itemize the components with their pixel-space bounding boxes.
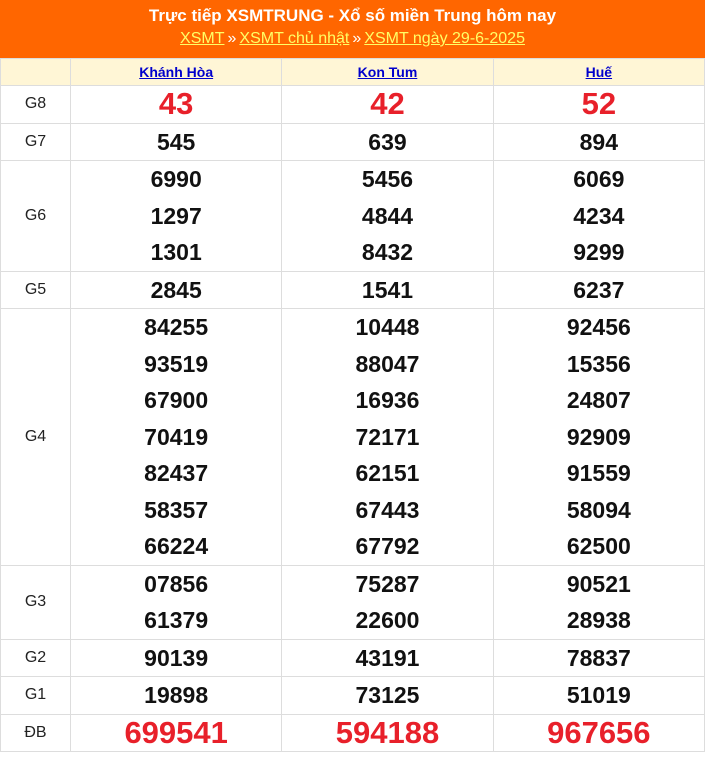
result-number: 1541 — [361, 276, 414, 303]
result-number: 42 — [370, 86, 405, 121]
result-number: 88047 — [355, 350, 420, 377]
result-number: 5456 — [361, 166, 414, 192]
result-cell — [493, 161, 704, 272]
result-number: 82437 — [144, 460, 209, 486]
result-number: 91559 — [566, 460, 631, 486]
result-number: 67792 — [355, 533, 420, 559]
special-prize-number: 699541 — [124, 714, 228, 750]
result-number: 894 — [579, 128, 619, 155]
result-number: 52 — [581, 86, 617, 121]
result-number: 1297 — [150, 202, 202, 229]
result-number: 4234 — [573, 202, 625, 229]
result-cell — [71, 161, 282, 272]
result-number: 90139 — [144, 644, 209, 671]
result-cell — [71, 565, 282, 639]
result-number: 92909 — [566, 423, 631, 450]
prize-row-g6 — [1, 161, 705, 272]
breadcrumb-separator: » — [352, 30, 362, 47]
result-cell — [282, 714, 493, 752]
breadcrumb-link-xsmt-sunday[interactable]: XSMT chủ nhật — [239, 30, 350, 47]
result-number: 78837 — [566, 644, 631, 671]
result-number: 58357 — [144, 496, 209, 523]
prize-row-g3 — [1, 565, 705, 639]
result-cell — [71, 86, 282, 124]
result-number: 62151 — [355, 460, 420, 486]
prize-row-g2 — [1, 639, 705, 677]
result-number: 67900 — [144, 387, 209, 413]
results-table — [0, 58, 705, 752]
result-number: 6237 — [573, 276, 625, 303]
result-number: 93519 — [144, 350, 209, 377]
prize-label: G8 — [1, 86, 71, 124]
result-number: 545 — [156, 128, 196, 155]
prize-row-g5 — [1, 271, 705, 309]
result-number: 22600 — [355, 607, 420, 633]
result-number: 84255 — [144, 314, 209, 340]
result-number: 6990 — [150, 166, 202, 192]
page-title: Trực tiếp XSMTRUNG - Xổ số miền Trung hôm nay — [148, 6, 557, 25]
result-number: 19898 — [144, 682, 209, 708]
prize-rows — [1, 86, 705, 752]
result-number: 15356 — [566, 350, 631, 377]
prize-label: G6 — [1, 161, 71, 272]
prize-label: ĐB — [1, 714, 71, 752]
result-number: 62500 — [566, 533, 631, 559]
result-cell — [493, 639, 704, 677]
province-header — [71, 59, 282, 86]
result-cell — [71, 271, 282, 309]
result-number: 28938 — [566, 607, 631, 633]
prize-label: G5 — [1, 271, 71, 309]
special-prize-number: 594188 — [335, 714, 440, 750]
result-number: 16936 — [355, 387, 420, 413]
result-number: 6069 — [573, 166, 625, 192]
result-cell — [282, 161, 493, 272]
result-cell — [282, 309, 493, 566]
result-cell — [282, 677, 493, 715]
breadcrumb-link-xsmt[interactable]: XSMT — [180, 30, 225, 47]
prize-row-g8 — [1, 86, 705, 124]
result-number: 67443 — [355, 496, 420, 523]
special-prize-number: 967656 — [547, 714, 651, 750]
result-number: 66224 — [144, 533, 209, 559]
result-number: 24807 — [566, 387, 631, 413]
result-cell — [71, 677, 282, 715]
result-cell — [282, 86, 493, 124]
province-link-hue[interactable]: Huế — [585, 64, 613, 80]
result-cell — [493, 86, 704, 124]
result-number: 72171 — [355, 423, 420, 450]
result-cell — [493, 309, 704, 566]
result-number: 8432 — [361, 239, 414, 265]
result-number: 58094 — [566, 496, 631, 523]
province-link-kon-tum[interactable]: Kon Tum — [357, 64, 418, 80]
breadcrumb-link-xsmt-date[interactable]: XSMT ngày 29-6-2025 — [364, 30, 525, 47]
result-cell — [493, 565, 704, 639]
province-header — [493, 59, 704, 86]
result-number: 07856 — [144, 570, 209, 597]
result-number: 2845 — [150, 276, 202, 303]
result-cell — [71, 714, 282, 752]
result-cell — [493, 677, 704, 715]
corner-cell — [1, 59, 71, 86]
result-cell — [282, 639, 493, 677]
result-number: 73125 — [355, 682, 420, 708]
prize-row-đb — [1, 714, 705, 752]
prize-row-g7 — [1, 123, 705, 161]
result-cell — [493, 271, 704, 309]
province-header-row — [1, 59, 705, 86]
breadcrumb-separator: » — [227, 30, 237, 47]
result-number: 75287 — [355, 570, 420, 597]
result-cell — [71, 639, 282, 677]
result-cell — [71, 123, 282, 161]
prize-row-g4 — [1, 309, 705, 566]
prize-label: G4 — [1, 309, 71, 566]
result-number: 51019 — [566, 682, 631, 708]
result-number: 70419 — [144, 423, 209, 450]
result-cell — [282, 565, 493, 639]
breadcrumb — [0, 29, 705, 49]
result-number: 92456 — [566, 314, 631, 340]
prize-label: G2 — [1, 639, 71, 677]
prize-label: G1 — [1, 677, 71, 715]
results-header — [0, 0, 705, 58]
province-header — [282, 59, 493, 86]
prize-label: G3 — [1, 565, 71, 639]
result-cell — [282, 271, 493, 309]
result-number: 61379 — [144, 607, 209, 633]
result-cell — [493, 714, 704, 752]
result-number: 9299 — [573, 239, 625, 265]
result-number: 4844 — [361, 202, 414, 229]
result-cell — [71, 309, 282, 566]
result-number: 90521 — [566, 570, 631, 597]
result-number: 639 — [368, 128, 407, 155]
result-number: 10448 — [355, 314, 420, 340]
prize-row-g1 — [1, 677, 705, 715]
result-number: 43 — [158, 86, 194, 121]
prize-label: G7 — [1, 123, 71, 161]
province-link-khanh-hoa[interactable]: Khánh Hòa — [139, 64, 214, 80]
result-number: 1301 — [150, 239, 202, 265]
result-cell — [493, 123, 704, 161]
result-cell — [282, 123, 493, 161]
result-number: 43191 — [355, 644, 420, 671]
